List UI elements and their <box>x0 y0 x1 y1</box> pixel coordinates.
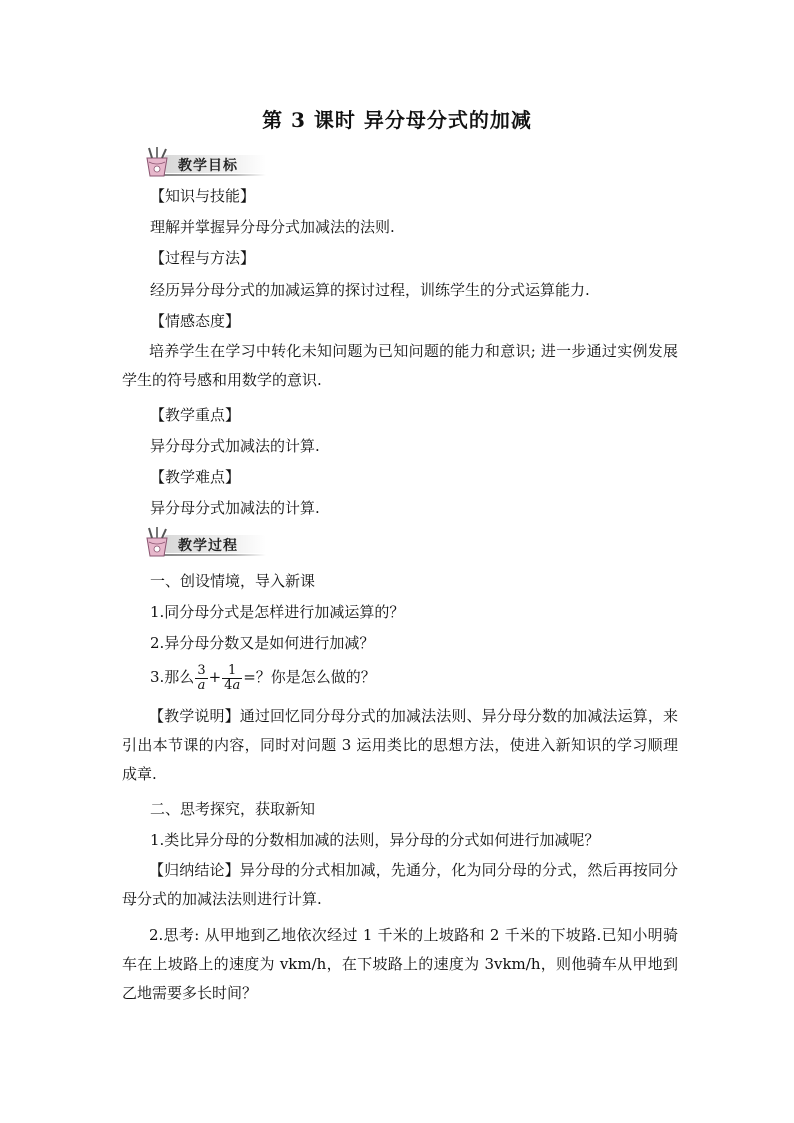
question-2: 2.异分母分数又是如何进行加减？ <box>150 634 375 652</box>
pencil-cup-icon <box>140 526 174 558</box>
teaching-note: 【教学说明】通过回忆同分母分式的加减法法则、异分母分数的加减法运算，来引出本节课的内容，同时对问题 3 运用类比的思想方法，使进入新知识的学习顺理成章. <box>122 707 678 783</box>
knowledge-skills-text: 理解并掌握异分母分式加减法的法则. <box>150 218 395 236</box>
difficult-points-text: 异分母分式加减法的计算. <box>150 499 320 517</box>
badge-label: 教学目标 <box>178 158 238 174</box>
process-method-label: 【过程与方法】 <box>150 249 256 267</box>
fraction-3-over-a: $\frac{3}{a}$ <box>197 662 206 693</box>
emotion-attitude-label: 【情感态度】 <box>150 312 241 330</box>
section-badge-objectives <box>140 146 266 178</box>
pencil-cup-icon <box>140 146 174 178</box>
key-points-label: 【教学重点】 <box>150 406 241 424</box>
part2-heading: 二、思考探究，获取新知 <box>150 800 316 818</box>
part2-question-1: 1.类比异分母的分数相加减的法则，异分母的分式如何进行加减呢？ <box>150 831 600 849</box>
fraction-1-over-4a: $\frac{1}{4a}$ <box>224 662 241 693</box>
summary-conclusion: 【归纳结论】异分母的分式相加减，先通分，化为同分母的分式，然后再按同分母分式的加减法法则进行计算. <box>122 861 678 908</box>
key-points-text: 异分母分式加减法的计算. <box>150 437 320 455</box>
badge-label: 教学过程 <box>178 538 238 554</box>
question-3-suffix: =？你是怎么做的？ <box>243 668 376 686</box>
question-1: 1.同分母分式是怎样进行加减运算的？ <box>150 603 405 621</box>
plus-sign: + <box>208 668 222 686</box>
process-method-text: 经历异分母分式的加减运算的探讨过程，训练学生的分式运算能力. <box>150 281 590 299</box>
page-title: 第 3 课时 异分母分式的加减 <box>262 108 532 132</box>
question-3-prefix: 3.那么 <box>150 668 195 686</box>
knowledge-skills-label: 【知识与技能】 <box>150 187 256 205</box>
question-3 <box>150 662 376 693</box>
section-badge-process <box>140 526 266 558</box>
part1-heading: 一、创设情境，导入新课 <box>150 572 316 590</box>
emotion-attitude-text: 培养学生在学习中转化未知问题为已知问题的能力和意识; 进一步通过实例发展学生的符号感和用数学的意识. <box>122 342 678 389</box>
difficult-points-label: 【教学难点】 <box>150 468 241 486</box>
part2-question-2: 2.思考: 从甲地到乙地依次经过 1 千米的上坡路和 2 千米的下坡路.已知小明骑车在上坡路上的速度为 vkm/h，在下坡路上的速度为 3vkm/h，则他骑车从甲地到乙地需要多长时间？ <box>122 926 678 1002</box>
